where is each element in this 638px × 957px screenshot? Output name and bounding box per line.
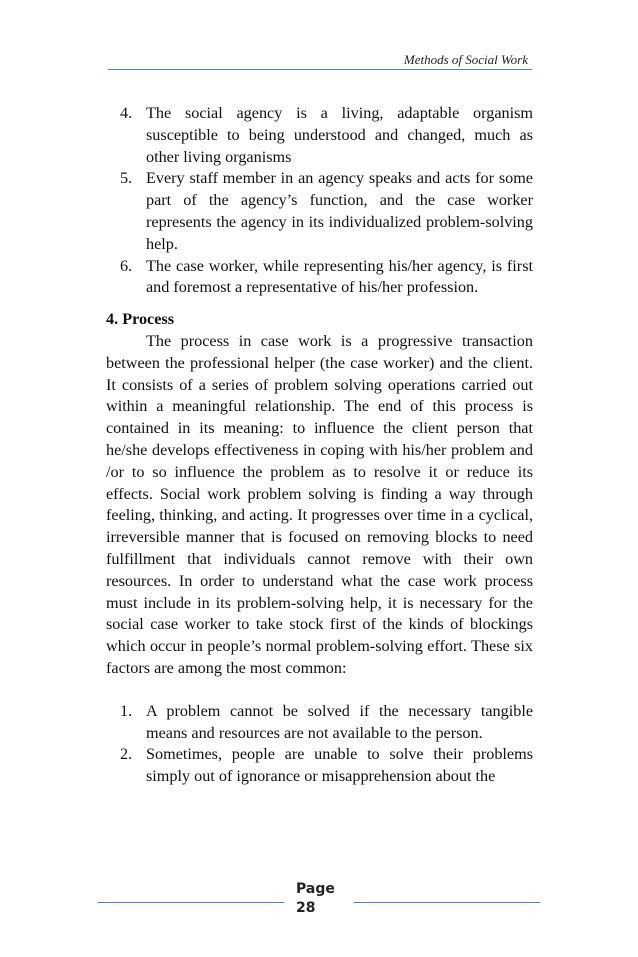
list-item-text: Sometimes, people are unable to solve their problems simply out of ignorance or misapprehension about the	[146, 745, 533, 786]
list-item-number: 5.	[120, 169, 133, 188]
page-body	[106, 103, 533, 788]
list-item-number: 6.	[120, 256, 133, 275]
list-item-text: The social agency is a living, adaptable organism susceptible to being understood and changed, much as other living organisms	[146, 104, 533, 166]
footer-rule-right	[354, 902, 540, 903]
header-rule	[108, 69, 532, 70]
list-item-number: 4.	[120, 104, 133, 122]
list-item	[106, 168, 533, 255]
page-number: Page 28	[296, 881, 335, 916]
list-item-number: 2.	[120, 745, 133, 764]
running-header: Methods of Social Work	[403, 52, 528, 67]
list-item	[106, 256, 533, 300]
list-item-number: 1.	[120, 701, 133, 720]
list-item	[106, 103, 533, 168]
list-item-text: A problem cannot be solved if the necessary tangible means and resources are not available to the person.	[146, 701, 533, 742]
factors-list	[106, 701, 533, 788]
list-item	[106, 701, 533, 745]
section-paragraph: The process in case work is a progressive transaction between the professional helper (the case worker) and the client. It consists of a series of problem solving operations carried out within a meaningful relationship. The end of this process is contained in its meaning: to influence the client person that he/she develops effectiveness in coping with his/her problem and /or to so influence the problem as to resolve it or reduce its effects. Social work problem solving is finding a way through feeling, thinking, and acting. It progresses over time in a cyclical, irreversible manner that is focused on removing blocks to need fulfillment that individuals cannot remove with their own resources. In order to understand what the case work process must include in its problem-solving help, it is necessary for the social case worker to take stock first of the kinds of blockings which occur in people’s normal problem-solving effort. These six factors are among the most common:	[106, 331, 533, 677]
numbered-list-continued	[106, 103, 533, 299]
list-item	[106, 744, 533, 788]
footer-rule-left	[98, 902, 284, 903]
list-item-text: The case worker, while representing his/her agency, is first and foremost a representative of his/her profession.	[146, 256, 533, 297]
section-heading: 4. Process	[106, 310, 175, 329]
list-item-text: Every staff member in an agency speaks and acts for some part of the agency’s function, and the case worker represents the agency in its individualized problem-solving help.	[146, 169, 533, 253]
